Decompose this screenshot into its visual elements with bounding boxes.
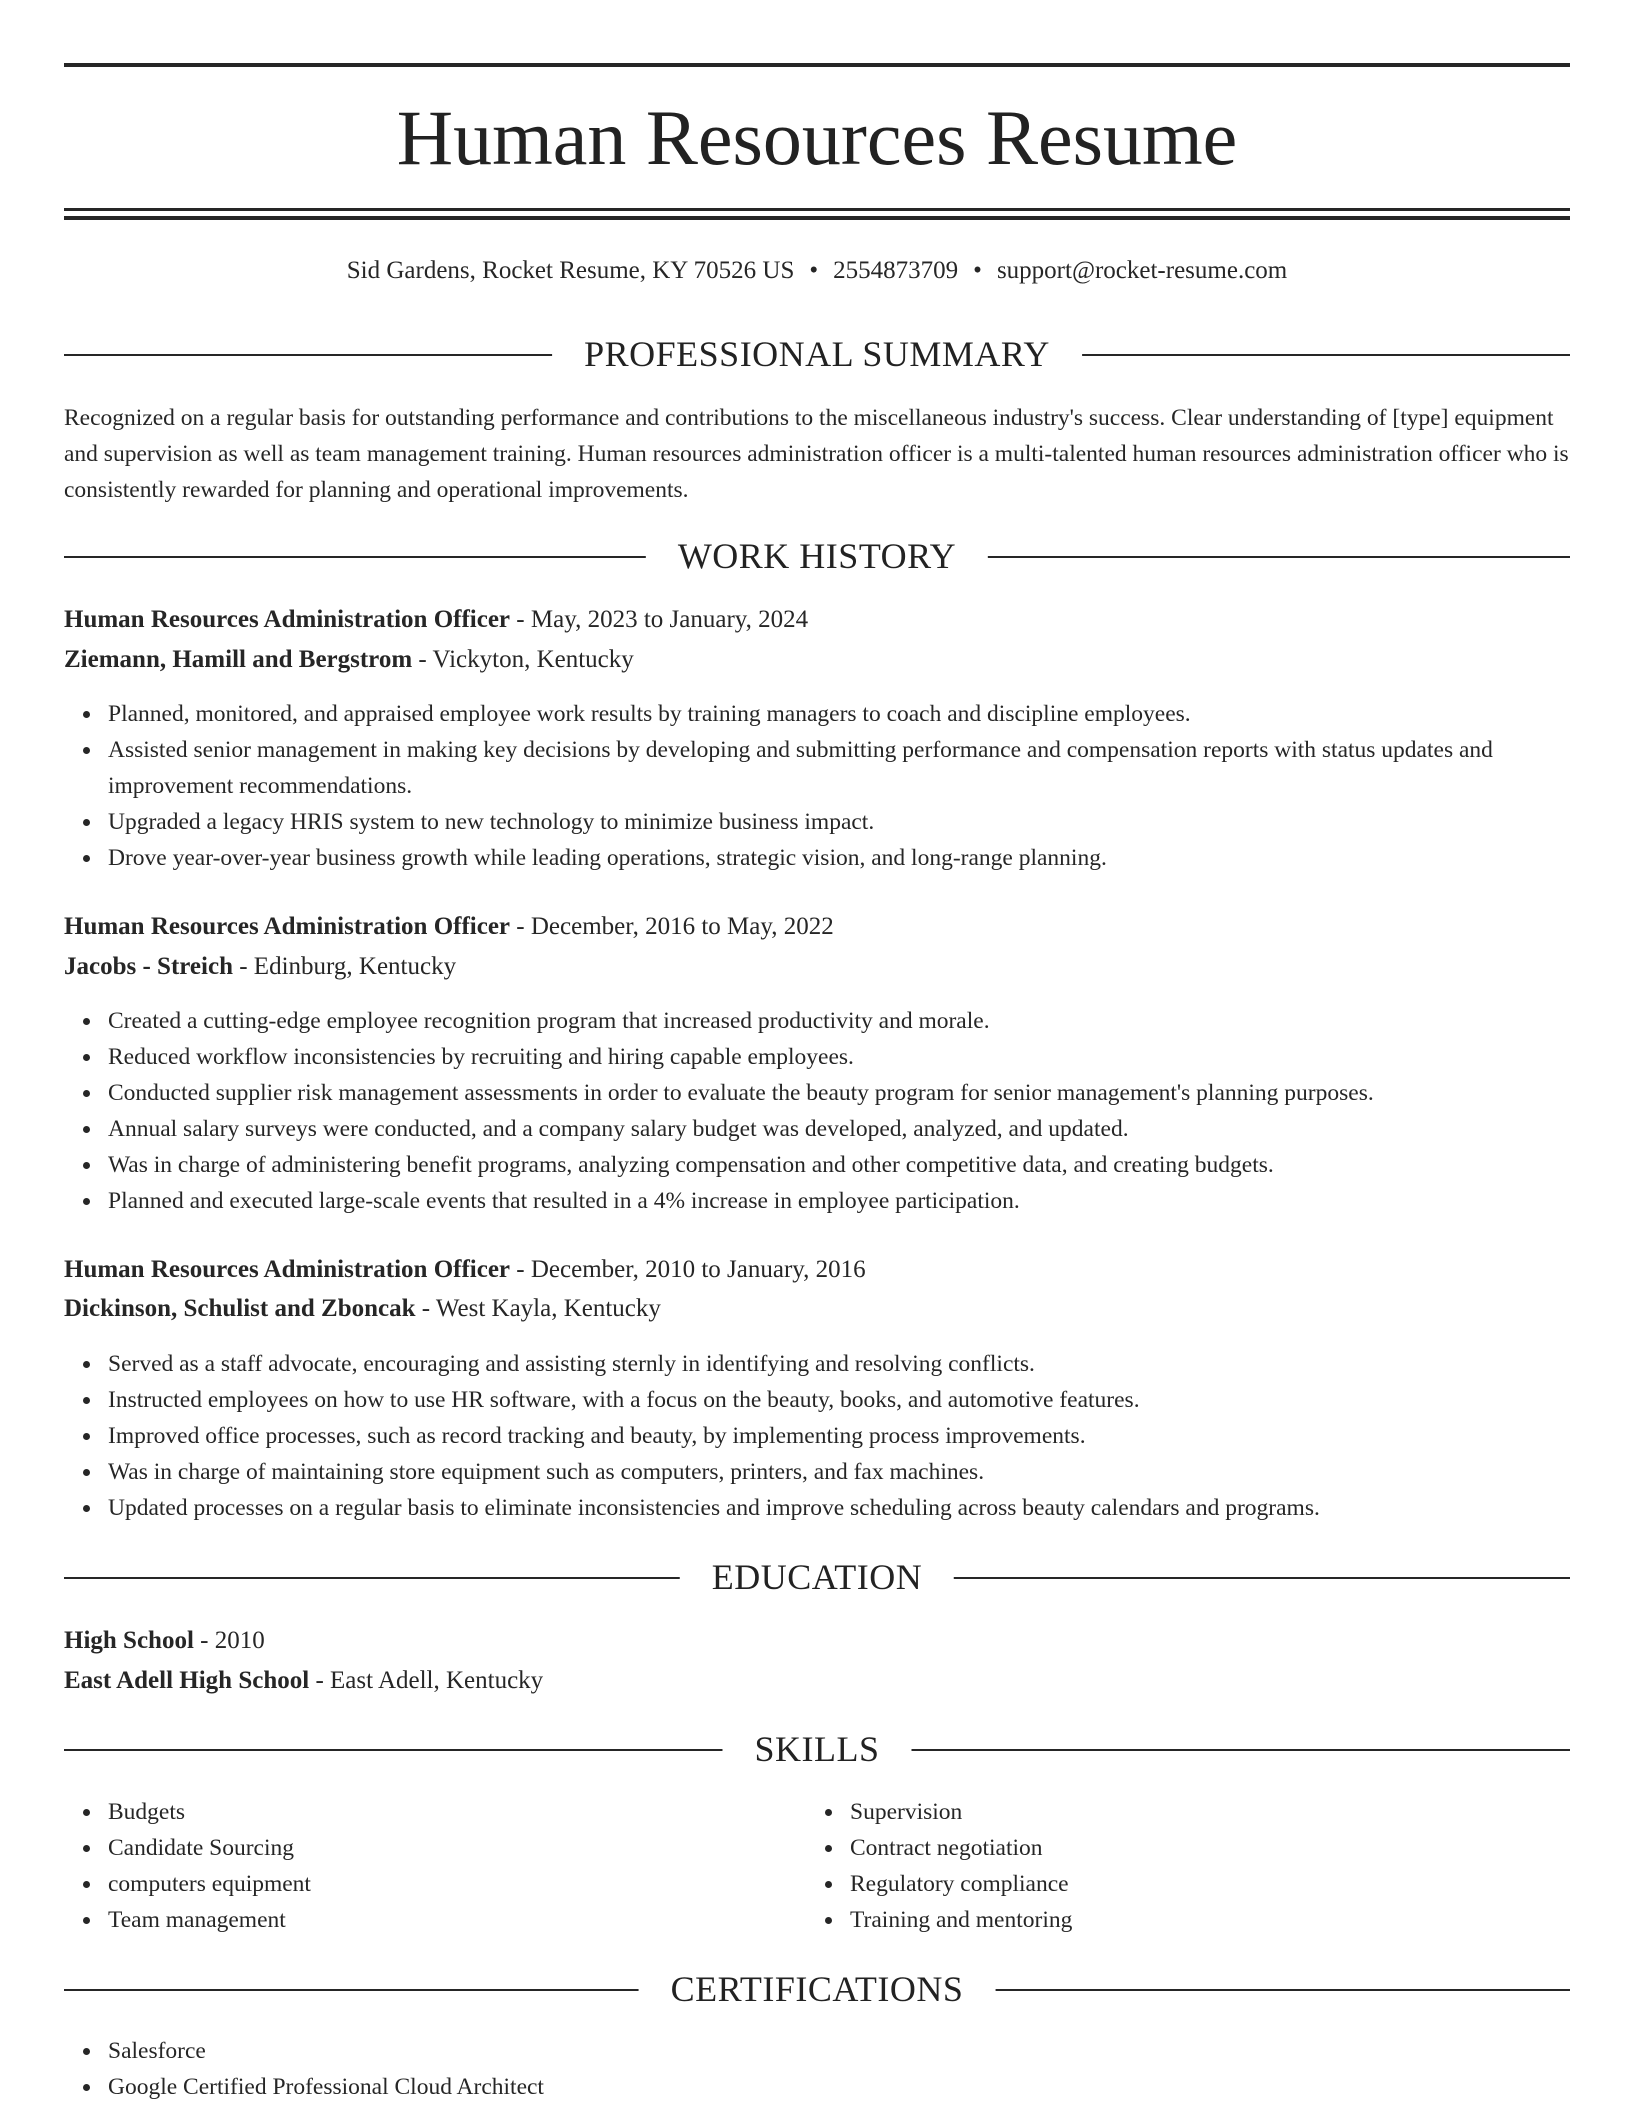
education-location: - East Adell, Kentucky xyxy=(309,1667,544,1694)
education-degree-line xyxy=(64,1625,265,1657)
job-title-line xyxy=(64,1254,866,1286)
section-title: EDUCATION xyxy=(680,1557,954,1597)
skill-item: Supervision xyxy=(850,1794,1632,1830)
section-title: CERTIFICATIONS xyxy=(639,1969,996,2009)
job-dates: - May, 2023 to January, 2024 xyxy=(510,606,809,633)
list-item: Drove year-over-year business growth while leading operations, strategic vision, and long-range planning. xyxy=(108,840,1570,876)
contact-address: Sid Gardens, Rocket Resume, KY 70526 US xyxy=(346,257,795,284)
skills-list-right xyxy=(806,1794,1632,1938)
list-item: Created a cutting-edge employee recognition program that increased productivity and morale. xyxy=(108,1003,1570,1039)
certification-item: Google Certified Professional Cloud Architect xyxy=(108,2069,1570,2105)
job-dates: - December, 2016 to May, 2022 xyxy=(510,913,834,940)
contact-line xyxy=(64,256,1570,286)
job-title: Human Resources Administration Officer xyxy=(64,606,511,633)
job-title-line xyxy=(64,604,808,636)
list-item: Planned, monitored, and appraised employee work results by training managers to coach and discipline employees. xyxy=(108,696,1570,732)
job-company-line xyxy=(64,1293,661,1325)
education-degree: High School xyxy=(64,1627,194,1654)
list-item: Annual salary surveys were conducted, and a company salary budget was developed, analyzed, and updated. xyxy=(108,1111,1570,1147)
job-title-line xyxy=(64,911,834,943)
summary-text: Recognized on a regular basis for outstanding performance and contributions to the miscellaneous industry's success. Clear understanding of [type] equipment and supervision as well as team management training. Human resources administration officer is a multi-talented human resources administration officer who is consistently rewarded for planning and operational improvements. xyxy=(64,405,1569,503)
job-company-line xyxy=(64,951,456,983)
skill-item: Candidate Sourcing xyxy=(108,1830,1570,1866)
job-bullets xyxy=(64,1003,1570,1219)
contact-separator: • xyxy=(809,257,819,284)
certification-item: Salesforce xyxy=(108,2033,1570,2069)
section-header-summary xyxy=(64,334,1570,374)
education-school-line xyxy=(64,1665,543,1697)
list-item: Was in charge of administering benefit programs, analyzing compensation and other competitive data, and creating budgets. xyxy=(108,1147,1570,1183)
list-item: Assisted senior management in making key decisions by developing and submitting performance and compensation reports with status updates and improvement recommendations. xyxy=(108,732,1570,804)
job-location: - Edinburg, Kentucky xyxy=(232,953,457,980)
section-header-certifications xyxy=(64,1969,1570,2009)
title-bottom-rule-second xyxy=(64,216,1570,220)
list-item: Upgraded a legacy HRIS system to new technology to minimize business impact. xyxy=(108,804,1570,840)
title-top-rule xyxy=(64,63,1570,67)
skill-item: Budgets xyxy=(108,1794,1570,1830)
section-title: PROFESSIONAL SUMMARY xyxy=(552,334,1082,374)
list-item: Improved office processes, such as record tracking and beauty, by implementing process improvements. xyxy=(108,1418,1570,1454)
job-dates: - December, 2010 to January, 2016 xyxy=(510,1256,866,1283)
contact-email[interactable]: support@rocket-resume.com xyxy=(996,257,1288,284)
contact-separator: • xyxy=(973,257,982,284)
skill-item: Team management xyxy=(108,1902,1570,1938)
resume-title: Human Resources Resume xyxy=(396,94,1238,181)
list-item: Conducted supplier risk management assessments in order to evaluate the beauty program for senior management's planning purposes. xyxy=(108,1075,1570,1111)
education-year: - 2010 xyxy=(193,1627,265,1654)
section-header-education xyxy=(64,1557,1570,1597)
job-location: - Vickyton, Kentucky xyxy=(412,646,634,673)
list-item: Updated processes on a regular basis to eliminate inconsistencies and improve scheduling across beauty calendars and programs. xyxy=(108,1490,1570,1526)
certifications-list xyxy=(64,2033,1570,2105)
job-company: Ziemann, Hamill and Bergstrom xyxy=(64,646,413,673)
section-header-work-history xyxy=(64,536,1570,576)
section-title: WORK HISTORY xyxy=(646,536,988,576)
list-item: Reduced workflow inconsistencies by recruiting and hiring capable employees. xyxy=(108,1039,1570,1075)
list-item: Planned and executed large-scale events that resulted in a 4% increase in employee participation. xyxy=(108,1183,1570,1219)
job-company-line xyxy=(64,644,634,676)
skill-item: computers equipment xyxy=(108,1866,1570,1902)
job-location: - West Kayla, Kentucky xyxy=(415,1295,661,1322)
list-item: Instructed employees on how to use HR software, with a focus on the beauty, books, and automotive features. xyxy=(108,1382,1570,1418)
skill-item: Training and mentoring xyxy=(850,1902,1632,1938)
section-title: SKILLS xyxy=(722,1729,911,1769)
job-bullets xyxy=(64,696,1570,876)
job-company: Jacobs - Streich xyxy=(64,953,233,980)
job-title: Human Resources Administration Officer xyxy=(64,1256,511,1283)
title-bottom-rule xyxy=(64,208,1570,211)
contact-phone: 2554873709 xyxy=(833,257,959,284)
skill-item: Contract negotiation xyxy=(850,1830,1632,1866)
skill-item: Regulatory compliance xyxy=(850,1866,1632,1902)
job-bullets xyxy=(64,1346,1570,1526)
education-school: East Adell High School xyxy=(64,1667,310,1694)
list-item: Served as a staff advocate, encouraging and assisting sternly in identifying and resolving conflicts. xyxy=(108,1346,1570,1382)
section-header-skills xyxy=(64,1729,1570,1769)
job-title: Human Resources Administration Officer xyxy=(64,913,511,940)
list-item: Was in charge of maintaining store equipment such as computers, printers, and fax machines. xyxy=(108,1454,1570,1490)
job-company: Dickinson, Schulist and Zboncak xyxy=(64,1295,416,1322)
